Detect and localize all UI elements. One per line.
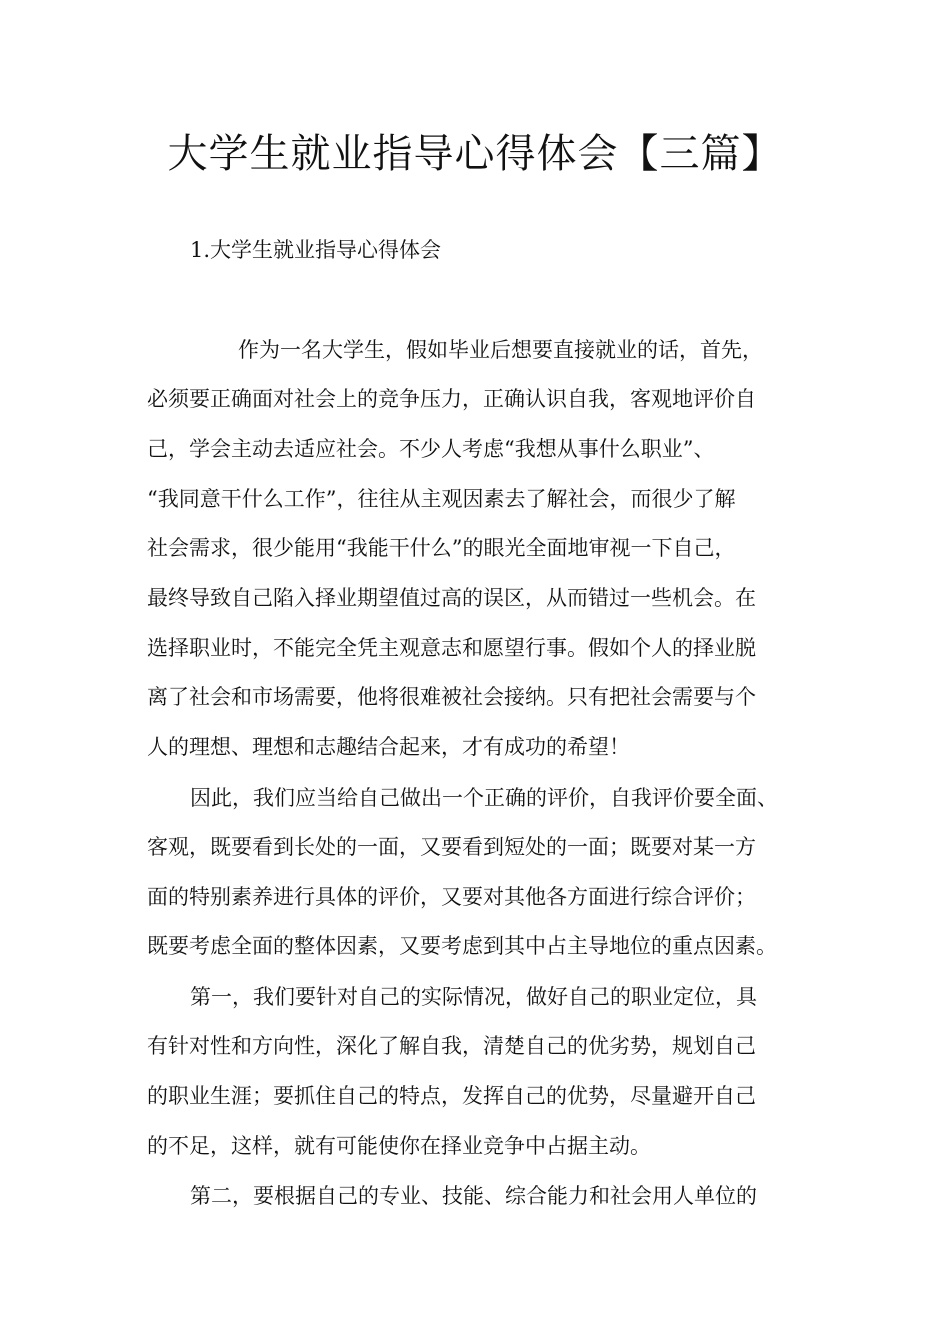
paragraph-line: 最终导致自己陷入择业期望值过高的误区，从而错过一些机会。在: [147, 586, 756, 610]
paragraph-line: 选择职业时，不能完全凭主观意志和愿望行事。假如个人的择业脱: [147, 636, 756, 660]
paragraph-line: “我同意干什么工作”，往往从主观因素去了解社会，而很少了解: [147, 487, 736, 511]
paragraph-line: 第一，我们要针对自己的实际情况，做好自己的职业定位，具: [190, 985, 757, 1009]
paragraph-line: 因此，我们应当给自己做出一个正确的评价，自我评价要全面、: [190, 786, 778, 810]
paragraph-line: 面的特别素养进行具体的评价，又要对其他各方面进行综合评价；: [147, 885, 756, 909]
paragraph-line: 离了社会和市场需要，他将很难被社会接纳。只有把社会需要与个: [147, 685, 756, 709]
paragraph-line: 客观，既要看到长处的一面，又要看到短处的一面；既要对某一方: [147, 835, 756, 859]
section-heading: 1.大学生就业指导心得体会: [190, 238, 442, 262]
document-title: 大学生就业指导心得体会【三篇】: [167, 131, 783, 177]
paragraph-line: 作为一名大学生，假如毕业后想要直接就业的话，首先，: [238, 338, 763, 362]
paragraph-line: 的职业生涯；要抓住自己的特点，发挥自己的优势，尽量避开自己: [147, 1084, 756, 1108]
paragraph-line: 既要考虑全面的整体因素，又要考虑到其中占主导地位的重点因素。: [147, 934, 777, 958]
paragraph-line: 的不足，这样，就有可能使你在择业竞争中占据主动。: [147, 1134, 651, 1158]
paragraph-line: 必须要正确面对社会上的竞争压力，正确认识自我，客观地评价自: [147, 387, 756, 411]
paragraph-line: 人的理想、理想和志趣结合起来，才有成功的希望！: [147, 735, 630, 759]
paragraph-line: 己，学会主动去适应社会。不少人考虑“我想从事什么职业”、: [147, 437, 715, 461]
paragraph-line: 有针对性和方向性，深化了解自我，清楚自己的优劣势，规划自己: [147, 1034, 756, 1058]
paragraph-line: 第二，要根据自己的专业、技能、综合能力和社会用人单位的: [190, 1184, 757, 1208]
paragraph-line: 社会需求，很少能用“我能干什么”的眼光全面地审视一下自己，: [147, 536, 736, 560]
